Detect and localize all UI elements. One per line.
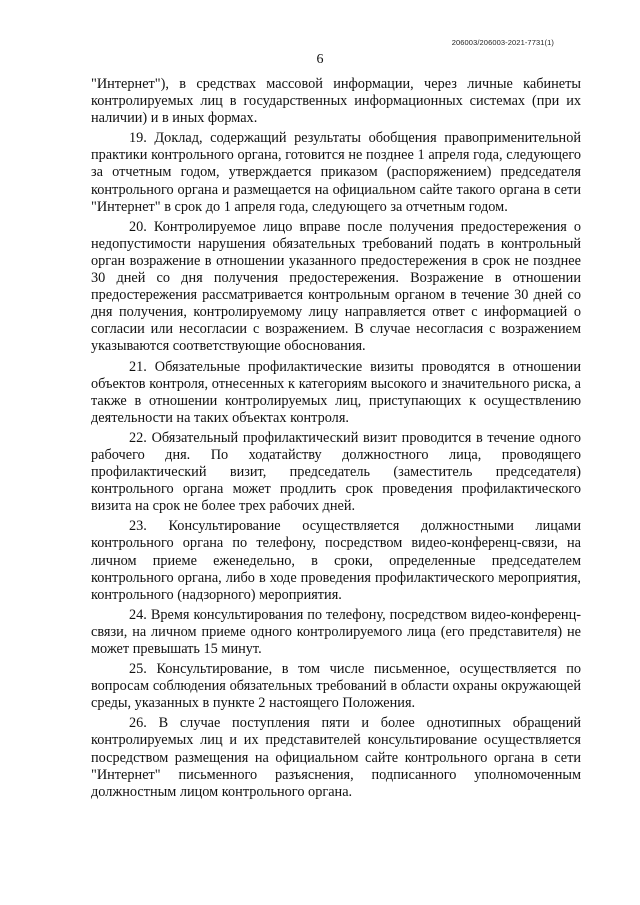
paragraph-26: 26. В случае поступления пяти и более однотипных обращений контролируемых лиц и их представителей консультирование осуществляется посредством размещения на официальном сайте контрольного органа в сети "Интернет" письменного разъяснения, подписанного уполномоченным должностным лицом контрольного органа. (91, 715, 581, 800)
paragraph-continued: "Интернет"), в средствах массовой информации, через личные кабинеты контролируемых лиц в государственных информационных системах (при их наличии) и в иных формах. (91, 76, 581, 127)
document-id: 206003/206003-2021-7731(1) (451, 38, 554, 47)
paragraph-23: 23. Консультирование осуществляется должностными лицами контрольного органа по телефону, посредством видео-конференц-связи, на личном приеме еженедельно, в сроки, определенные председателем контрольного органа, либо в ходе проведения профилактического мероприятия, контрольного (надзорного) мероприятия. (91, 518, 581, 603)
paragraph-25: 25. Консультирование, в том числе письменное, осуществляется по вопросам соблюдения обязательных требований в области охраны окружающей среды, указанных в пункте 2 настоящего Положения. (91, 661, 581, 712)
page-number: 6 (316, 52, 324, 67)
paragraph-22: 22. Обязательный профилактический визит проводится в течение одного рабочего дня. По ходатайству должностного лица, проводящего профилактический визит, председатель (заместитель председателя) контрольного органа может продлить срок проведения профилактического визита на срок не более трех рабочих дней. (91, 429, 581, 515)
paragraph-21: 21. Обязательные профилактические визиты проводятся в отношении объектов контроля, отнесенных к категориям высокого и значительного риска, а также в отношении контролируемых лиц, приступающих к осуществлению деятельности на таких объектах контроля. (91, 358, 581, 426)
paragraph-24: 24. Время консультирования по телефону, посредством видео-конференц-связи, на личном приеме одного контролируемого лица (его представителя) не может превышать 15 минут. (91, 606, 581, 657)
document-body (91, 76, 581, 804)
paragraph-19: 19. Доклад, содержащий результаты обобщения правоприменительной практики контрольного органа, готовится не позднее 1 апреля года, следующего за отчетным годом, утверждается приказом (распоряжением) председателя контрольного органа и размещается на официальном сайте такого органа в сети "Интернет" в срок до 1 апреля года, следующего за отчетным годом. (91, 130, 581, 215)
paragraph-20: 20. Контролируемое лицо вправе после получения предостережения о недопустимости нарушения обязательных требований подать в контрольный орган возражение в отношении указанного предостережения в срок не позднее 30 дней со дня получения предостережения. Возражение в отношении предостережения рассматривается контрольным органом в течение 30 дней со дня получения, контролируемому лицу направляется ответ с информацией о согласии или несогласии с возражением. В случае несогласия с возражением указываются соответствующие обоснования. (91, 218, 581, 355)
